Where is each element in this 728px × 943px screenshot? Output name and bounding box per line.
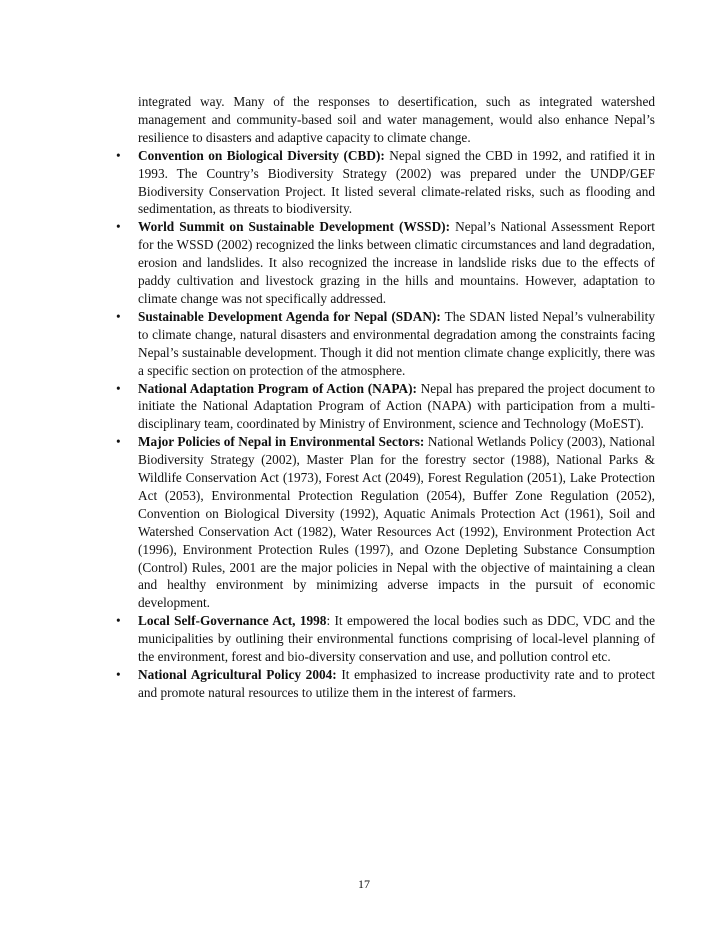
bullet-item-major-policies <box>115 433 655 612</box>
bullet-item-napa <box>115 380 655 434</box>
bullet-item-cbd <box>115 147 655 219</box>
bullet-item-local-self-governance <box>115 612 655 666</box>
bullet-item-sdan <box>115 308 655 380</box>
bullet-title: National Adaptation Program of Action (NAPA): <box>138 380 417 396</box>
bullet-title: World Summit on Sustainable Development (WSSD): <box>138 219 451 235</box>
bullet-item-agricultural-policy <box>115 666 655 702</box>
bullet-text: Nepal signed the CBD in 1992, and ratified it in 1993. The Country’s Biodiversity Strategy (2002) was prepared under the UNDP/GEF Biodiversity Conservation Project. It listed several climate-related risks, such as flooding and sedimentation, as threats to biodiversity. <box>138 147 656 217</box>
bullet-icon: • <box>116 667 121 682</box>
bullet-icon: • <box>116 380 121 396</box>
continuation-paragraph: integrated way. Many of the responses to desertification, such as integrated watershed management and community-based soil and water management, would also enhance Nepal’s resilience to disasters and adaptive capacity to climate change. <box>138 94 655 145</box>
bullet-text: Nepal has prepared the project document to initiate the National Adaptation Program of Action (NAPA) with participation from a multi-disciplinary team, coordinated by Ministry of Environment, science and Technology (MoEST). <box>138 380 655 432</box>
bullet-title: Sustainable Development Agenda for Nepal (SDAN): <box>138 308 441 324</box>
page-number: 17 <box>358 877 370 891</box>
bullet-title: Local Self-Governance Act, 1998 <box>138 613 327 629</box>
bullet-item-wssd <box>115 218 655 308</box>
bullet-text: It emphasized to increase productivity rate and to protect and promote natural resources to utilize them in the interest of farmers. <box>138 667 655 700</box>
bullet-icon: • <box>116 147 121 163</box>
bullet-text: Nepal’s National Assessment Report for the WSSD (2002) recognized the links between climatic circumstances and land degradation, erosion and landslides. It also recognized the increase in landslide risks due to the effects of paddy cultivation and livestock grazing in the hills and mountains. However, adaptation to climate change was not specifically addressed. <box>138 219 655 306</box>
bullet-icon: • <box>116 308 121 324</box>
document-body <box>115 93 655 702</box>
bullet-text: National Wetlands Policy (2003), National Biodiversity Strategy (2002), Master Plan for the forestry sector (1988), National Parks & Wildlife Conservation Act (1973), Forest Act (2049), Forest Regulation (2051), Lake Protection Act (2053), Environmental Protection Regulation (2054), Buffer Zone Regulation (2052), Convention on Biological Diversity (1992), Aquatic Animals Protection Act (1961), Soil and Watershed Conservation Act (1982), Water Resources Act (1992), Environment Protection Act (1996), Environment Protection Rules (1997), and Ozone Depleting Substance Consumption (Control) Rules, 2001 are the major policies in Nepal with the objective of maintaining a clean and healthy environment by minimizing adverse impacts in the pursuit of economic development. <box>138 434 656 611</box>
bullet-title: National Agricultural Policy 2004: <box>138 667 337 682</box>
bullet-title: Convention on Biological Diversity (CBD): <box>138 147 385 163</box>
bullet-icon: • <box>116 219 121 235</box>
bullet-text: : It empowered the local bodies such as DDC, VDC and the municipalities by outlining their environmental functions comprising of local-level planning of the environment, forest and bio-diversity conservation and use, and pollution control etc. <box>138 613 655 665</box>
bullet-icon: • <box>116 613 121 629</box>
bullet-title: Major Policies of Nepal in Environmental Sectors: <box>138 434 425 450</box>
bullet-icon: • <box>116 434 121 450</box>
bullet-text: The SDAN listed Nepal’s vulnerability to climate change, natural disasters and environmental degradation among the constraints facing Nepal’s sustainable development. Though it did not mention climate change explicitly, there was a specific section on protection of the atmosphere. <box>138 308 655 378</box>
